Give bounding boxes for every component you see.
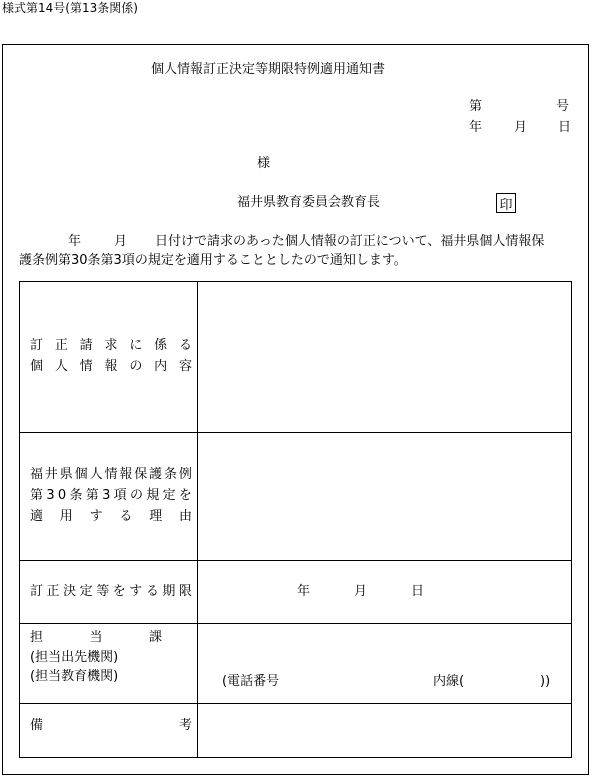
deadline-year: 年 xyxy=(297,584,311,599)
deadline-month: 月 xyxy=(354,584,368,599)
extension-label: 内線( xyxy=(433,674,465,689)
row2-label-line1: 福 井 県 個 人 情 報 保 護 条 例 xyxy=(30,467,192,482)
row4-label-line3: (担当教育機関) xyxy=(30,669,119,684)
row2-label-line3: 適 用 す る 理 由 xyxy=(30,509,192,524)
number-suffix: 号 xyxy=(556,99,570,114)
recipient-suffix: 様 xyxy=(257,156,271,171)
row-divider xyxy=(20,432,571,433)
label-column-divider xyxy=(197,282,198,757)
document-title: 個人情報訂正決定等期限特例適用通知書 xyxy=(151,62,386,77)
row4-label-line1: 担 当 課 xyxy=(30,630,162,645)
date-year: 年 xyxy=(469,120,483,135)
row4-label-line2: (担当出先機関) xyxy=(30,650,119,665)
row1-label-line1: 訂 正 請 求 に 係 る xyxy=(30,338,192,353)
form-label: 様式第14号(第13条関係) xyxy=(2,1,138,15)
extension-close: )) xyxy=(540,674,551,689)
date-month: 月 xyxy=(514,120,528,135)
seal-label: 印 xyxy=(499,197,513,213)
body-line1: 日付けで請求のあった個人情報の訂正について、福井県個人情報保 xyxy=(155,234,545,249)
body-month: 月 xyxy=(114,234,128,249)
row3-label: 訂 正 決 定 等 を す る 期 限 xyxy=(30,584,192,599)
date-day: 日 xyxy=(558,120,572,135)
row-divider xyxy=(20,560,571,561)
row-divider xyxy=(20,623,571,624)
deadline-day: 日 xyxy=(411,584,425,599)
row1-label-line2: 個 人 情 報 の 内 容 xyxy=(30,359,192,374)
body-line2: 護条例第30条第3項の規定を適用することとしたので通知します。 xyxy=(19,253,407,268)
body-year: 年 xyxy=(68,234,82,249)
phone-label: (電話番号 xyxy=(222,674,280,689)
row5-label: 備 考 xyxy=(30,718,192,733)
issuer-name: 福井県教育委員会教育長 xyxy=(237,195,381,210)
row2-label-line2: 第 3 0 条 第 3 項 の 規 定 を xyxy=(30,488,192,503)
seal-mark xyxy=(496,193,516,213)
row-divider xyxy=(20,703,571,704)
number-prefix: 第 xyxy=(469,99,483,114)
